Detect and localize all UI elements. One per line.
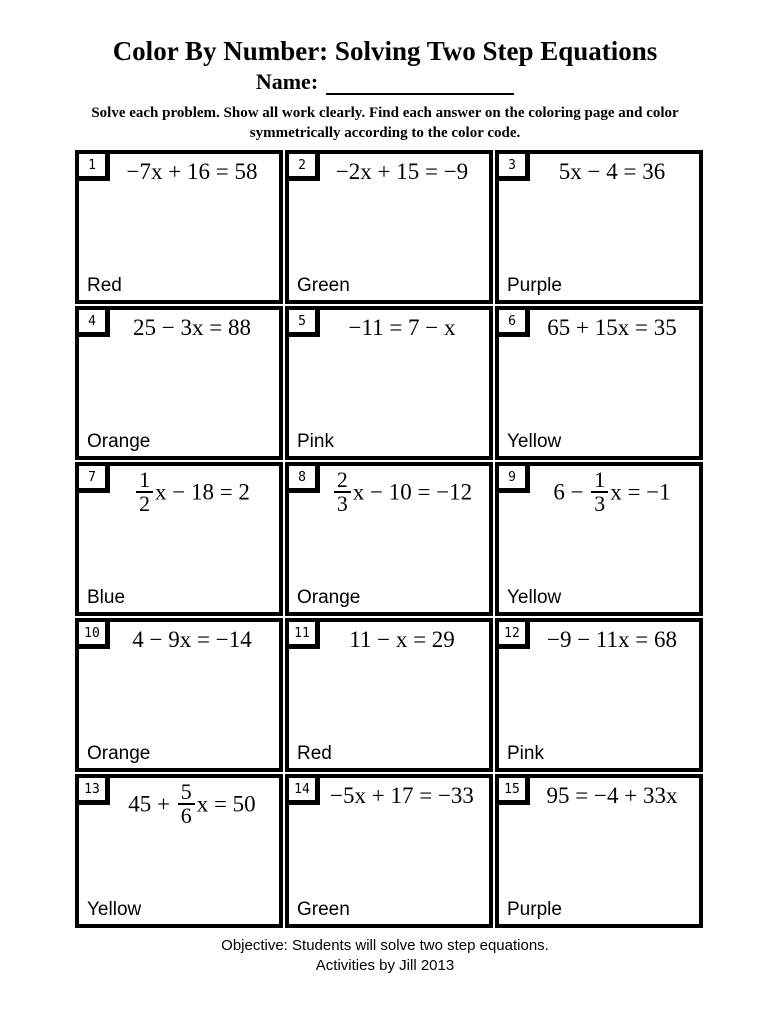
problem-cell xyxy=(75,306,283,460)
color-label: Purple xyxy=(507,275,562,296)
problem-number-badge xyxy=(499,622,530,649)
problem-number: 5 xyxy=(298,314,306,329)
problem-number: 8 xyxy=(298,470,306,485)
fraction-denominator: 2 xyxy=(136,491,153,515)
color-label: Yellow xyxy=(507,431,562,452)
problem-cell xyxy=(495,150,703,304)
equation-text: x = 50 xyxy=(196,791,256,817)
problem-cell xyxy=(495,618,703,772)
problem-number: 9 xyxy=(508,470,516,485)
problem-number-badge xyxy=(289,466,320,493)
problem-number: 4 xyxy=(88,314,96,329)
problem-cell xyxy=(75,774,283,928)
color-label: Red xyxy=(297,743,332,764)
problem-number-badge xyxy=(289,310,320,337)
equation-text: −7x + 16 = 58 xyxy=(126,159,258,184)
page-title: Color By Number: Solving Two Step Equations xyxy=(112,36,658,66)
problem-cell xyxy=(75,618,283,772)
problem-number: 6 xyxy=(508,314,516,329)
equation-text: −5x + 17 = −33 xyxy=(330,783,474,808)
color-label: Red xyxy=(87,275,122,296)
equation-text: 65 + 15x = 35 xyxy=(547,315,677,340)
problem-number-badge xyxy=(499,466,530,493)
color-label: Yellow xyxy=(87,899,142,920)
problem-number-badge xyxy=(79,310,110,337)
color-label: Purple xyxy=(507,899,562,920)
problem-number-badge xyxy=(499,778,530,805)
name-label: Name: xyxy=(255,69,319,94)
equation-text: 5x − 4 = 36 xyxy=(558,159,666,184)
instructions xyxy=(0,104,770,143)
fraction xyxy=(136,469,153,516)
problem-number-badge xyxy=(499,310,530,337)
problem-number: 12 xyxy=(504,626,520,641)
problem-cell xyxy=(285,774,493,928)
fraction xyxy=(591,469,608,516)
equation-text: 25 − 3x = 88 xyxy=(133,315,251,340)
equation-text: x = −1 xyxy=(610,479,671,505)
instructions-line-2: symmetrically according to the color code. xyxy=(249,124,521,141)
equation-text: 4 − 9x = −14 xyxy=(132,627,252,652)
problem-cell xyxy=(495,306,703,460)
problem-number-badge xyxy=(79,154,110,181)
fraction-numerator: 5 xyxy=(180,780,192,804)
problem-number: 14 xyxy=(294,782,310,797)
color-label: Orange xyxy=(297,587,361,608)
worksheet-header xyxy=(0,0,770,143)
problem-number: 2 xyxy=(298,158,306,173)
problem-cell xyxy=(75,150,283,304)
equation-text: 11 − x = 29 xyxy=(349,627,455,652)
problem-cell xyxy=(495,462,703,616)
problem-number-badge xyxy=(79,466,110,493)
problem-number: 3 xyxy=(508,158,516,173)
problem-number-badge xyxy=(289,778,320,805)
problem-number-badge xyxy=(79,622,110,649)
problem-number: 1 xyxy=(88,158,96,173)
equation-text: 45 + xyxy=(128,791,176,817)
fraction xyxy=(178,781,195,828)
instructions-line-1: Solve each problem. Show all work clearly. Find each answer on the coloring page and color xyxy=(91,105,679,121)
color-label: Yellow xyxy=(507,587,562,608)
equation-text: −9 − 11x = 68 xyxy=(546,627,678,652)
equation-text: x − 10 = −12 xyxy=(352,479,473,505)
problem-number: 7 xyxy=(88,470,96,485)
problem-number: 13 xyxy=(84,782,100,797)
problem-cell xyxy=(285,150,493,304)
fraction-numerator: 1 xyxy=(139,468,150,492)
worksheet-footer xyxy=(0,936,770,975)
fraction-numerator: 1 xyxy=(594,468,606,492)
equation-text: −11 = 7 − x xyxy=(348,315,456,340)
problem-cell xyxy=(495,774,703,928)
problem-cell xyxy=(75,462,283,616)
name-row xyxy=(0,69,770,95)
problem-number-badge xyxy=(79,778,110,805)
problem-number-badge xyxy=(499,154,530,181)
equation-text: x − 18 = 2 xyxy=(154,479,250,505)
equation-text: 6 − xyxy=(553,479,590,505)
color-label: Pink xyxy=(507,743,544,764)
equation-text: 95 = −4 + 33x xyxy=(546,783,678,808)
problem-cell xyxy=(285,462,493,616)
problem-number: 11 xyxy=(294,626,310,641)
fraction xyxy=(334,469,351,516)
fraction-numerator: 2 xyxy=(336,468,348,492)
name-blank-line xyxy=(326,73,514,95)
equation-text: −2x + 15 = −9 xyxy=(335,159,469,184)
color-label: Green xyxy=(297,275,350,296)
footer-objective: Objective: Students will solve two step equations. xyxy=(221,937,549,954)
problem-number-badge xyxy=(289,154,320,181)
fraction-denominator: 3 xyxy=(591,491,608,515)
problem-number-badge xyxy=(289,622,320,649)
problems-grid xyxy=(75,150,703,928)
problem-number: 10 xyxy=(84,626,100,641)
color-label: Orange xyxy=(87,743,151,764)
color-label: Blue xyxy=(87,587,126,608)
problem-cell xyxy=(285,618,493,772)
problem-cell xyxy=(285,306,493,460)
color-label: Green xyxy=(297,899,350,920)
color-label: Pink xyxy=(297,431,334,452)
color-label: Orange xyxy=(87,431,151,452)
footer-credit: Activities by Jill 2013 xyxy=(315,956,455,974)
fraction-denominator: 3 xyxy=(334,491,351,515)
problem-number: 15 xyxy=(504,782,520,797)
fraction-denominator: 6 xyxy=(178,803,195,827)
